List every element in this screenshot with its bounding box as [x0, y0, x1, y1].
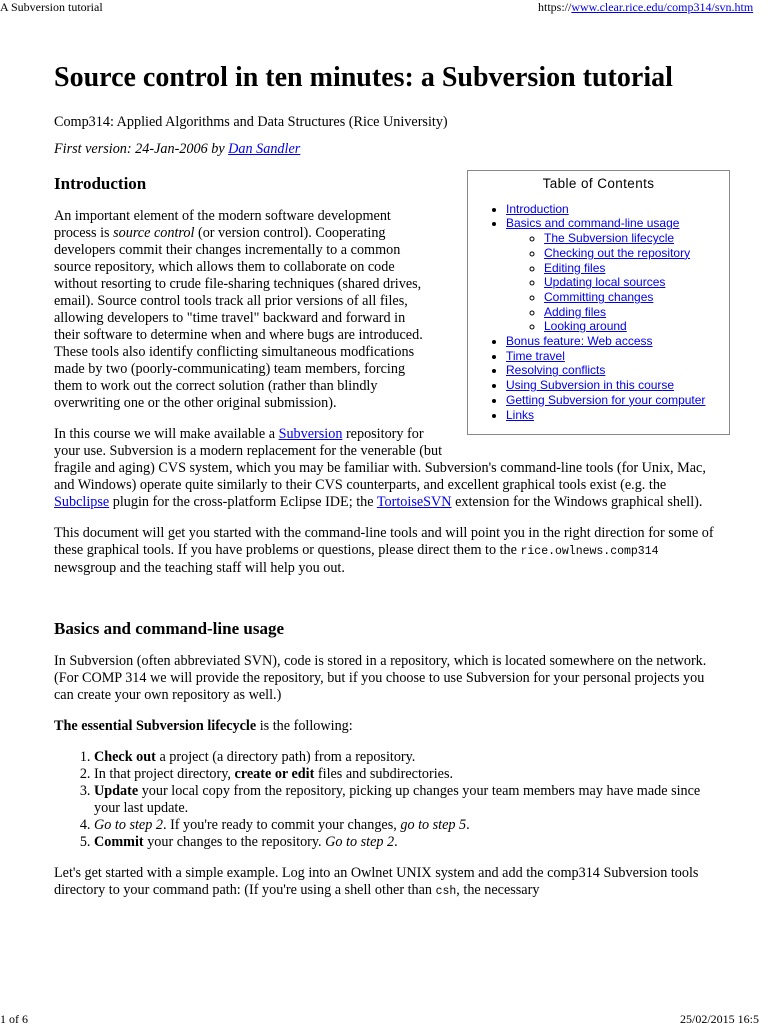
emphasis: Go to step 2 — [325, 834, 395, 850]
toc-link-looking-around[interactable]: Looking around — [544, 319, 627, 334]
basics-paragraph-2 — [54, 718, 724, 735]
toc-link-time-travel[interactable]: Time travel — [506, 348, 565, 363]
emphasis: source control — [113, 225, 195, 241]
author-link[interactable]: Dan Sandler — [228, 141, 301, 157]
toc-subitem — [544, 275, 729, 290]
tortoisesvn-link[interactable]: TortoiseSVN — [376, 494, 452, 510]
print-footer — [0, 1012, 768, 1024]
toc-title: Table of Contents — [542, 176, 655, 191]
text-run: Let's get started with a simple example. Log into an Owlnet UNIX system and add the comp314 Subversion tools directory to your command path: (If you're using a shell other than — [54, 865, 699, 898]
toc-subitem — [544, 246, 729, 261]
text-run: newsgroup and the teaching staff will help you out. — [54, 560, 345, 576]
toc-item — [506, 349, 729, 364]
toc-link-editing[interactable]: Editing files — [544, 260, 606, 275]
bold-text: The essential Subversion lifecycle — [54, 718, 257, 734]
toc-link-web-access[interactable]: Bonus feature: Web access — [506, 334, 653, 349]
print-page-title: A Subversion tutorial — [0, 0, 103, 14]
text-run: is the following: — [256, 718, 353, 734]
byline — [54, 141, 724, 158]
toc-subitem — [544, 305, 729, 320]
text-run: (or version control). Cooperating developers commit their changes incrementally to a common source repository, which allows them to collaborate on code without resorting to crude file-sharing techniques (shared drives, email). Source control tools track all prior versions of all files, allowing developers to "time travel" backward and forward in their software to determine when and where bugs are introduced. These tools also identify conflicting simultaneous modfications made by two (poorly-communicating) team members, forcing them to work out the correct solution (rather than blindly overwriting one or the other original submission). — [54, 225, 423, 411]
toc-link-updating[interactable]: Updating local sources — [544, 275, 666, 290]
text-run: This document will get you started with the command-line tools and will point you in the right direction for some of these graphical tools. If you have problems or questions, please direct them to the — [54, 525, 714, 558]
text-run: your local copy from the repository, picking up changes your team members may have made since your last update. — [94, 783, 701, 816]
text-run: extension for the Windows graphical shell). — [451, 494, 703, 510]
text-run: In this course we will make available a — [54, 426, 279, 442]
text-run: your changes to the repository. — [143, 834, 326, 850]
print-header — [0, 0, 768, 16]
course-subtitle: Comp314: Applied Algorithms and Data Structures (Rice University) — [54, 114, 448, 130]
toc-link-using-course[interactable]: Using Subversion in this course — [506, 378, 675, 393]
toc-subitem — [544, 319, 729, 334]
bold-text: Update — [94, 783, 139, 799]
subversion-link[interactable]: Subversion — [278, 426, 343, 442]
text-run: In that project directory, — [94, 766, 235, 782]
toc-item — [506, 334, 729, 349]
newsgroup-code: rice.owlnews.comp314 — [520, 545, 659, 558]
subclipse-link[interactable]: Subclipse — [54, 494, 110, 510]
table-of-contents — [467, 170, 730, 435]
byline-text: First version: 24-Jan-2006 by — [54, 141, 229, 157]
text-run: , the necessary — [456, 882, 540, 898]
toc-item — [506, 363, 729, 378]
toc-link-conflicts[interactable]: Resolving conflicts — [506, 363, 606, 378]
text-run: repository for your use. Subversion is a modern replacement for the venerable (but fragile and aging) CVS system, which you may be familiar with. Subversion's command-line tools (for Unix, Mac, and Windows) operate quite similarly to their CVS counterparts, and excellent graphical tools exist (e.g. the — [54, 426, 706, 493]
intro-paragraph-3 — [54, 525, 724, 577]
text-run: . — [466, 817, 470, 833]
text-run: plugin for the cross-platform Eclipse IDE; the — [109, 494, 377, 510]
text-run: . — [394, 834, 398, 850]
basics-paragraph-3 — [54, 865, 724, 900]
toc-link-getting-subversion[interactable]: Getting Subversion for your computer — [506, 392, 706, 407]
intro-paragraph-2 — [54, 426, 724, 511]
lifecycle-step — [94, 834, 724, 851]
print-url — [538, 0, 753, 14]
toc-item — [506, 202, 729, 217]
basics-paragraph-1: In Subversion (often abbreviated SVN), code is stored in a repository, which is located somewhere on the network. (For COMP 314 we will provide the repository, but if you choose to use Subversion for your personal projects you can create your own repository as well.) — [54, 653, 707, 703]
toc-item — [506, 408, 729, 423]
toc-subitem — [544, 261, 729, 276]
lifecycle-step — [94, 749, 724, 766]
toc-subitem — [544, 231, 729, 246]
page-title: Source control in ten minutes: a Subversion tutorial — [54, 62, 673, 93]
section-heading-basics: Basics and command-line usage — [54, 619, 284, 638]
toc-link-lifecycle[interactable]: The Subversion lifecycle — [544, 231, 675, 246]
page-number: 1 of 6 — [0, 1012, 28, 1026]
bold-text: Commit — [94, 834, 144, 850]
toc-item — [506, 216, 729, 334]
toc-link-checking-out[interactable]: Checking out the repository — [544, 245, 691, 260]
bold-text: create or edit — [234, 766, 315, 782]
emphasis: Go to step 2 — [94, 817, 163, 833]
text-run: . If you're ready to commit your changes, — [162, 817, 401, 833]
document-body — [54, 60, 724, 914]
toc-link-committing[interactable]: Committing changes — [544, 289, 654, 304]
toc-item — [506, 393, 729, 408]
print-url-prefix: https:// — [538, 0, 572, 14]
toc-link-introduction[interactable]: Introduction — [506, 201, 569, 216]
toc-link-basics[interactable]: Basics and command-line usage — [506, 216, 680, 231]
text-run: files and subdirectories. — [314, 766, 454, 782]
emphasis: go to step 5 — [400, 817, 467, 833]
toc-link-adding[interactable]: Adding files — [544, 304, 607, 319]
lifecycle-step — [94, 783, 724, 817]
toc-sublist — [506, 231, 729, 334]
text-run: An important element of the modern software development process is — [54, 208, 391, 241]
print-url-link[interactable]: www.clear.rice.edu/comp314/svn.htm — [571, 0, 754, 14]
intro-paragraph-1 — [54, 208, 434, 412]
section-heading-introduction: Introduction — [54, 174, 147, 193]
lifecycle-step — [94, 766, 724, 783]
text-run: a project (a directory path) from a repository. — [155, 749, 416, 765]
lifecycle-steps — [54, 749, 724, 851]
toc-link-links[interactable]: Links — [506, 407, 535, 422]
print-datetime: 25/02/2015 16:5 — [680, 1012, 760, 1026]
toc-list — [468, 202, 729, 423]
lifecycle-step — [94, 817, 724, 834]
toc-item — [506, 378, 729, 393]
shell-code: csh — [435, 885, 457, 898]
toc-subitem — [544, 290, 729, 305]
bold-text: Check out — [94, 749, 156, 765]
